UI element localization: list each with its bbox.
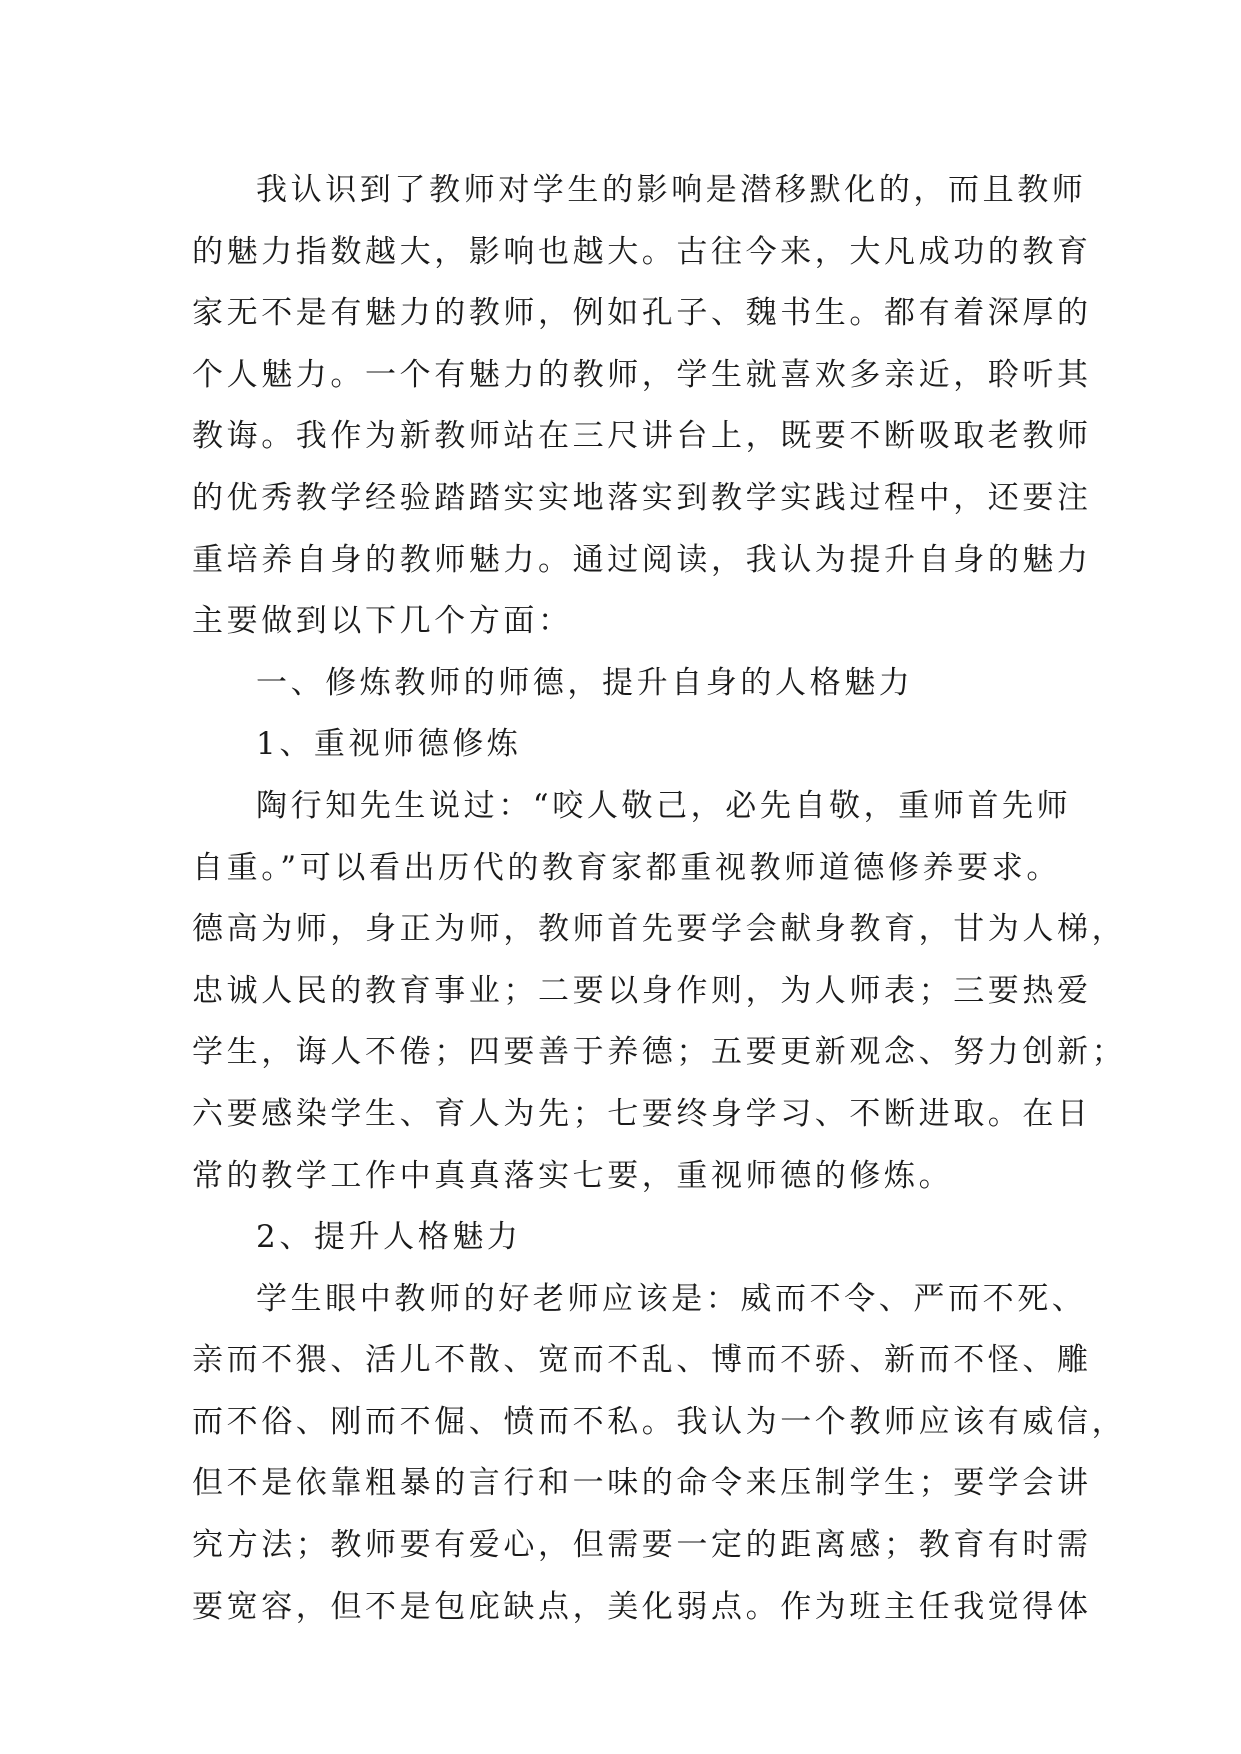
paragraph-line: 六要感染学生、育人为先；七要终身学习、不断进取。在日 (192, 1095, 1092, 1132)
paragraph-line: 忠诚人民的教育事业；二要以身作则，为人师表；三要热爱 (192, 972, 1092, 1009)
subsection-heading: 2、提升人格魅力 (256, 1219, 522, 1256)
subsection-heading: 1、重视师德修炼 (256, 726, 522, 763)
paragraph-line: 个人魅力。一个有魅力的教师，学生就喜欢多亲近，聆听其 (192, 356, 1092, 393)
document-body (192, 160, 1127, 1638)
paragraph-line: 学生眼中教师的好老师应该是：威而不令、严而不死、 (256, 1280, 1087, 1317)
paragraph-line: 我认识到了教师对学生的影响是潜移默化的，而且教师 (256, 172, 1087, 208)
paragraph-line: 但不是依靠粗暴的言行和一味的命令来压制学生；要学会讲 (192, 1465, 1092, 1502)
paragraph-line: 自重。”可以看出历代的教育家都重视教师道德修养要求。 (192, 849, 1061, 886)
paragraph-line: 常的教学工作中真真落实七要，重视师德的修炼。 (192, 1157, 954, 1194)
paragraph-line: 学生，诲人不倦；四要善于养德；五要更新观念、努力创新； (192, 1034, 1127, 1071)
paragraph-line: 主要做到以下几个方面： (192, 603, 573, 640)
paragraph-line: 家无不是有魅力的教师，例如孔子、魏书生。都有着深厚的 (192, 295, 1092, 332)
paragraph-line: 重培养自身的教师魅力。通过阅读，我认为提升自身的魅力 (192, 541, 1092, 578)
paragraph-line: 的优秀教学经验踏踏实实地落实到教学实践过程中，还要注 (192, 479, 1092, 516)
paragraph-line: 陶行知先生说过：“咬人敬己，必先自敬，重师首先师 (256, 787, 1072, 824)
paragraph-line: 亲而不猥、活儿不散、宽而不乱、博而不骄、新而不怪、雕 (192, 1342, 1092, 1379)
paragraph-line: 教诲。我作为新教师站在三尺讲台上，既要不断吸取老教师 (192, 418, 1092, 455)
paragraph-line: 德高为师，身正为师，教师首先要学会献身教育，甘为人梯， (192, 911, 1127, 948)
paragraph-line: 究方法；教师要有爱心，但需要一定的距离感；教育有时需 (192, 1527, 1092, 1564)
paragraph-line: 而不俗、刚而不倔、愤而不私。我认为一个教师应该有威信， (192, 1403, 1127, 1440)
paragraph-line: 要宽容，但不是包庇缺点，美化弱点。作为班主任我觉得体 (192, 1588, 1092, 1625)
section-heading: 一、修炼教师的师德，提升自身的人格魅力 (256, 664, 914, 701)
paragraph-line: 的魅力指数越大，影响也越大。古往今来，大凡成功的教育 (192, 233, 1092, 270)
